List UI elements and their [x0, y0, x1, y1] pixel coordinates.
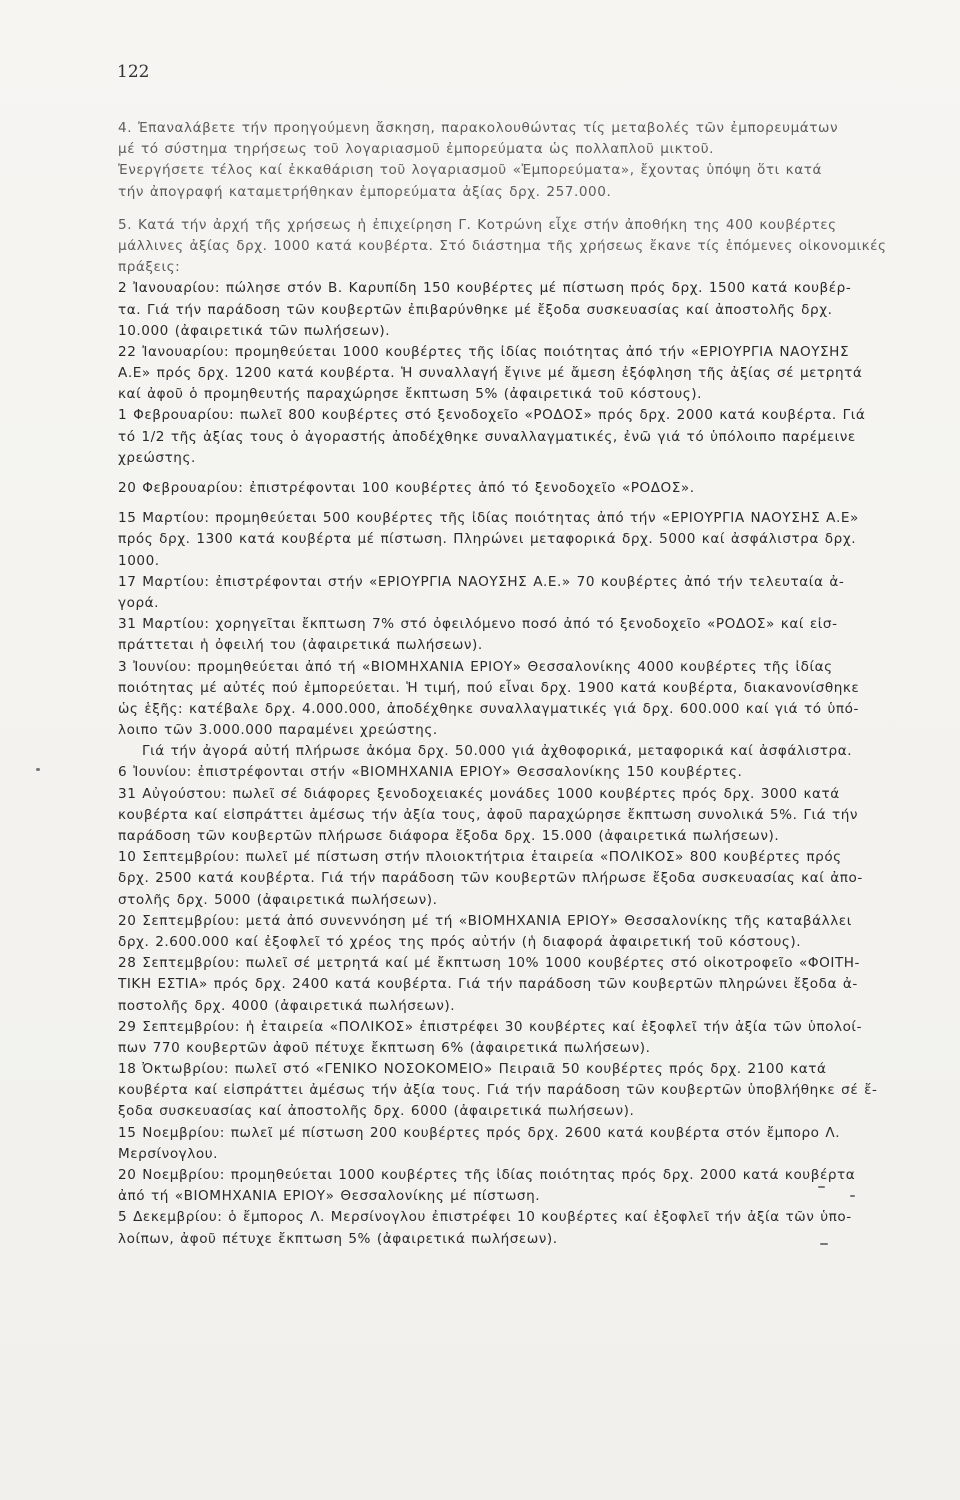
text-line: 18 Ὀκτωβρίου: πωλεῖ στό «ΓΕΝΙΚΟ ΝΟΣΟΚΟΜΕΙΟ» Πειραιᾶ 50 κουβέρτες πρός δρχ. 2100 κατά [118, 1061, 827, 1078]
text-line: τήν ἀπογραφή καταμετρήθηκαν ἐμπορεύματα ἀξίας δρχ. 257.000. [118, 183, 612, 200]
text-line: πων 770 κουβερτῶν ἀφοῦ πέτυχε ἔκπτωση 6% (ἀφαιρετικά πωλήσεων). [118, 1039, 651, 1056]
scan-speck [850, 1195, 855, 1197]
text-line: 15 Μαρτίου: προμηθεύεται 500 κουβέρτες τῆς ἰδίας ποιότητας ἀπό τήν «ΕΡΙΟΥΡΓΙΑ ΝΑΟΥΣΗΣ Α.Ε» [118, 510, 859, 527]
text-line: στολῆς δρχ. 5000 (ἀφαιρετικά πωλήσεων). [118, 891, 438, 908]
text-line: ΤΙΚΗ ΕΣΤΙΑ» πρός δρχ. 2400 κατά κουβέρτα. Γιά τήν παράδοση τῶν κουβερτῶν πληρώνει ἔξοδα ἀ- [118, 976, 858, 993]
text-line: 10.000 (ἀφαιρετικά τῶν πωλήσεων). [118, 322, 391, 339]
text-line: παράδοση τῶν κουβερτῶν πλήρωσε διάφορα ἔξοδα δρχ. 15.000 (ἀφαιρετικά πωλήσεων). [118, 828, 780, 844]
text-line: 20 Νοεμβρίου: προμηθεύεται 1000 κουβέρτες τῆς ἰδίας ποιότητας πρός δρχ. 2000 κατά κουβέρτα [118, 1167, 856, 1183]
text-line: 28 Σεπτεμβρίου: πωλεῖ σέ μετρητά καί μέ ἔκπτωση 10% 1000 κουβέρτες στό οἰκοτροφεῖο «ΦΟΙΤΗ- [118, 955, 860, 972]
text-line: 6 Ἰουνίου: ἐπιστρέφονται στήν «ΒΙΟΜΗΧΑΝΙΑ ΕΡΙΟΥ» Θεσσαλονίκης 150 κουβέρτες. [118, 764, 743, 781]
text-line: μάλλινες ἀξίας δρχ. 1000 κατά κουβέρτα. Στό διάστημα τῆς χρήσεως ἔκανε τίς ἑπόμενες οἰκονομικές [118, 237, 887, 254]
text-line: 29 Σεπτεμβρίου: ἡ ἑταιρεία «ΠΟΛΙΚΟΣ» ἐπιστρέφει 30 κουβέρτες καί ἐξοφλεῖ τήν ἀξία τῶν ὑπολοί- [118, 1018, 863, 1035]
text-line: 1000. [118, 552, 160, 569]
text-line: πράξεις: [118, 259, 181, 276]
text-line: 31 Μαρτίου: χορηγεῖται ἔκπτωση 7% στό ὀφειλόμενο ποσό ἀπό τό ξενοδοχεῖο «ΡΟΔΟΣ» καί εἰσ- [118, 616, 838, 633]
text-line: 20 Φεβρουαρίου: ἐπιστρέφονται 100 κουβέρτες ἀπό τό ξενοδοχεῖο «ΡΟΔΟΣ». [118, 480, 695, 496]
text-line: ποιότητας μέ αὐτές πού ἐμπορεύεται. Ἡ τιμή, πού εἶναι δρχ. 1900 κατά κουβέρτα, διακανονίσθηκε [118, 679, 860, 696]
text-line: 22 Ἰανουαρίου: προμηθεύεται 1000 κουβέρτες τῆς ἰδίας ποιότητας ἀπό τήν «ΕΡΙΟΥΡΓΙΑ ΝΑΟΥΣΗΣ [118, 343, 850, 360]
text-line: 5 Δεκεμβρίου: ὁ ἔμπορος Λ. Μερσίνογλου ἐπιστρέφει 10 κουβέρτες καί ἐξοφλεῖ τήν ἀξία τῶν ὑπο- [118, 1209, 852, 1226]
text-line: δρχ. 2.600.000 καί ἐξοφλεῖ τό χρέος της πρός αὐτήν (ἡ διαφορά ἀφαιρετική τοῦ κόστους). [118, 933, 802, 950]
text-line: Μερσίνογλου. [118, 1145, 219, 1162]
text-line: Γιά τήν ἀγορά αὐτή πλήρωσε ἀκόμα δρχ. 50.000 γιά ἀχθοφορικά, μεταφορικά καί ἀσφάλιστρα. [142, 743, 853, 760]
text-line: 10 Σεπτεμβρίου: πωλεῖ μέ πίστωση στήν πλοιοκτήτρια ἑταιρεία «ΠΟΛΙΚΟΣ» 800 κουβέρτες πρός [118, 849, 842, 866]
scan-speck [818, 1186, 825, 1188]
text-line: 4. Ἐπαναλάβετε τήν προηγούμενη ἄσκηση, παρακολουθώντας τίς μεταβολές τῶν ἐμπορευμάτων [118, 120, 839, 136]
text-line: 17 Μαρτίου: ἐπιστρέφονται στήν «ΕΡΙΟΥΡΓΙΑ ΝΑΟΥΣΗΣ Α.Ε.» 70 κουβέρτες ἀπό τήν τελευταία ἀ- [118, 573, 845, 590]
text-line: 2 Ἰανουαρίου: πώλησε στόν Β. Καρυπίδη 150 κουβέρτες μέ πίστωση πρός δρχ. 1500 κατά κουβέρ- [118, 280, 852, 297]
text-line: τα. Γιά τήν παράδοση τῶν κουβερτῶν ἐπιβαρύνθηκε μέ ἔξοδα συσκευασίας καί ἀποστολῆς δρχ. [118, 301, 833, 318]
text-line: λοιπο τῶν 3.000.000 παραμένει χρεώστης. [118, 722, 438, 739]
scan-speck [820, 1243, 828, 1245]
text-line: πράττεται ἡ ὀφειλή του (ἀφαιρετικά πωλήσεων). [118, 637, 483, 654]
text-line: κουβέρτα καί εἰσπράττει ἀμέσως τήν ἀξία τους. Γιά τήν παράδοση τῶν κουβερτῶν ὑποβλήθηκε σέ ἔ- [118, 1082, 878, 1099]
text-line: λοίπων, ἀφοῦ πέτυχε ἔκπτωση 5% (ἀφαιρετικά πωλήσεων). [118, 1230, 558, 1247]
text-line: Ἐνεργήσετε τέλος καί ἐκκαθάριση τοῦ λογαριασμοῦ «Ἐμπορεύματα», ἔχοντας ὑπόψη ὅτι κατά [118, 162, 822, 179]
text-line: 3 Ἰουνίου: προμηθεύεται ἀπό τή «ΒΙΟΜΗΧΑΝΙΑ ΕΡΙΟΥ» Θεσσαλονίκης 4000 κουβέρτες τῆς ἰδίας [118, 658, 833, 675]
text-line: ἀπό τή «ΒΙΟΜΗΧΑΝΙΑ ΕΡΙΟΥ» Θεσσαλονίκης μέ πίστωση. [118, 1188, 541, 1205]
text-line: ποστολῆς δρχ. 4000 (ἀφαιρετικά πωλήσεων). [118, 997, 456, 1014]
scan-speck [36, 768, 40, 771]
text-line: γορά. [118, 594, 160, 611]
page-number: 122 [117, 62, 150, 82]
text-line: καί ἀφοῦ ὁ προμηθευτής παραχώρησε ἔκπτωση 5% (ἀφαιρετικά τοῦ κόστους). [118, 386, 702, 403]
exercise-text [118, 118, 944, 1271]
text-line: ξοδα συσκευασίας καί ἀποστολῆς δρχ. 6000 (ἀφαιρετικά πωλήσεων). [118, 1103, 635, 1120]
text-line: πρός δρχ. 1300 κατά κουβέρτα μέ πίστωση. Πληρώνει μεταφορικά δρχ. 5000 καί ἀσφάλιστρα δρχ. [118, 531, 857, 548]
text-line: τό 1/2 τῆς ἀξίας τους ὁ ἀγοραστής ἀποδέχθηκε συναλλαγματικές, ἐνῶ γιά τό ὑπόλοιπο παρέμεινε [118, 428, 856, 445]
text-line: Α.Ε» πρός δρχ. 1200 κατά κουβέρτα. Ἡ συναλλαγή ἔγινε μέ ἄμεση ἐξόφληση τῆς ἀξίας σέ μετρητά [118, 365, 863, 382]
text-line: 15 Νοεμβρίου: πωλεῖ μέ πίστωση 200 κουβέρτες πρός δρχ. 2600 κατά κουβέρτα στόν ἔμπορο Λ. [118, 1124, 841, 1141]
text-line: χρεώστης. [118, 449, 196, 466]
text-line: μέ τό σύστημα τηρήσεως τοῦ λογαριασμοῦ ἐμπορεύματα ὡς πολλαπλοῦ μικτοῦ. [118, 141, 715, 158]
text-line: δρχ. 2500 κατά κουβέρτα. Γιά τήν παράδοση τῶν κουβερτῶν πλήρωσε ἔξοδα συσκευασίας καί ἀπο- [118, 870, 863, 887]
text-line [118, 1250, 944, 1271]
text-line: κουβέρτα καί εἰσπράττει ἀμέσως τήν ἀξία τους, ἀφοῦ παραχώρησε ἔκπτωση συνολικά 5%. Γιά τήν [118, 806, 859, 823]
text-line: 1 Φεβρουαρίου: πωλεῖ 800 κουβέρτες στό ξενοδοχεῖο «ΡΟΔΟΣ» πρός δρχ. 2000 κατά κουβέρτα. Γιά [118, 407, 866, 424]
text-line: 20 Σεπτεμβρίου: μετά ἀπό συνεννόηση μέ τή «ΒΙΟΜΗΧΑΝΙΑ ΕΡΙΟΥ» Θεσσαλονίκης τῆς καταβάλλει [118, 912, 852, 929]
text-line: 5. Κατά τήν ἀρχή τῆς χρήσεως ἡ ἐπιχείρηση Γ. Κοτρώνη εἶχε στήν ἀποθήκη της 400 κουβέρτες [118, 216, 837, 233]
text-line: 31 Αὐγούστου: πωλεῖ σέ διάφορες ξενοδοχειακές μονάδες 1000 κουβέρτες πρός δρχ. 3000 κατά [118, 785, 840, 802]
text-line: ὡς ἑξῆς: κατέβαλε δρχ. 4.000.000, ἀποδέχθηκε συναλλαγματικές γιά δρχ. 600.000 καί γιά τό ὑπό- [118, 700, 859, 717]
